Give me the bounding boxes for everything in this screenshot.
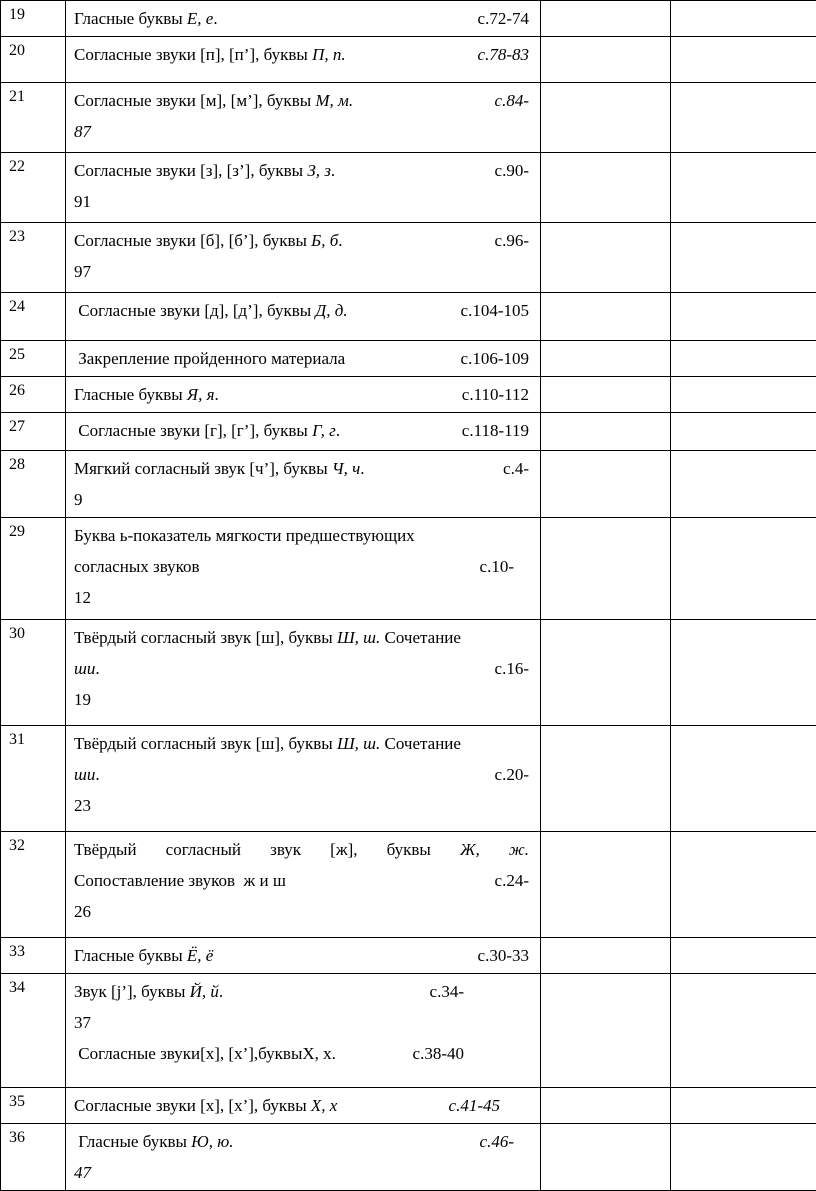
text: Согласные звуки [д], [д’], буквы (74, 301, 315, 320)
text: . (331, 161, 335, 180)
table-row (1, 451, 816, 518)
italic-text: М, м. (315, 91, 353, 110)
italic-text: Д, д. (315, 301, 347, 320)
topic-line (74, 1038, 464, 1069)
text: 26 (74, 902, 91, 921)
text: Согласные звуки [х], [х’], буквы (74, 1096, 311, 1115)
topic-line (74, 225, 529, 256)
date-cell (541, 341, 671, 377)
text: с.16- (495, 659, 529, 678)
topic-line (74, 865, 529, 896)
topic-line (74, 551, 514, 582)
text: звук (270, 840, 301, 859)
lesson-number: 22 (1, 153, 66, 223)
notes-cell (671, 413, 816, 451)
lesson-topic (66, 518, 541, 620)
text: с.110-112 (462, 385, 529, 404)
notes-cell (671, 451, 816, 518)
text: с.20- (495, 765, 529, 784)
italic-text: Е, е (187, 9, 213, 28)
text: . (214, 385, 218, 404)
date-cell (541, 153, 671, 223)
text: Звук [j’], буквы (74, 982, 190, 1001)
notes-cell (671, 341, 816, 377)
italic-text: З, з (307, 161, 331, 180)
lesson-topic (66, 377, 541, 413)
date-cell (541, 518, 671, 620)
text: Сопоставление звуков ж и ш (74, 871, 286, 890)
lesson-number: 19 (1, 1, 66, 37)
date-cell (541, 832, 671, 938)
notes-cell (671, 974, 816, 1088)
topic-line (74, 790, 529, 821)
topic-line (74, 520, 514, 551)
text: с.34- (430, 982, 464, 1001)
text: с.72-74 (478, 9, 529, 28)
italic-text: Ю, ю. (191, 1132, 233, 1151)
text: с.38-40 (413, 1044, 464, 1063)
text: с.24- (495, 871, 529, 890)
italic-text: П, п. (312, 45, 346, 64)
lesson-number: 23 (1, 223, 66, 293)
italic-text: 87 (74, 122, 91, 141)
text: Гласные буквы (74, 9, 187, 28)
topic-line (74, 155, 529, 186)
topic-line (74, 116, 529, 147)
lesson-number: 36 (1, 1124, 66, 1191)
italic-text: с.41-45 (449, 1096, 500, 1115)
topic-line (74, 940, 529, 971)
topic-line (74, 1157, 514, 1188)
lesson-topic (66, 341, 541, 377)
date-cell (541, 974, 671, 1088)
text: 23 (74, 796, 91, 815)
lesson-number: 32 (1, 832, 66, 938)
text: Сочетание (380, 734, 461, 753)
notes-cell (671, 726, 816, 832)
lesson-topic (66, 37, 541, 83)
italic-text: Ш, ш. (337, 628, 380, 647)
table-row (1, 938, 816, 974)
topic-line (74, 85, 529, 116)
table-row (1, 223, 816, 293)
table-row (1, 413, 816, 451)
date-cell (541, 938, 671, 974)
text: согласных звуков (74, 557, 200, 576)
date-cell (541, 377, 671, 413)
topic-line (74, 759, 529, 790)
date-cell (541, 620, 671, 726)
text: Мягкий согласный звук [ч’], буквы (74, 459, 332, 478)
notes-cell (671, 223, 816, 293)
table-row (1, 1124, 816, 1191)
text: Твёрдый согласный звук [ш], буквы (74, 734, 337, 753)
lesson-topic (66, 451, 541, 518)
topic-line (74, 896, 529, 927)
text: 91 (74, 192, 91, 211)
table-body (1, 1, 816, 1191)
text: с.118-119 (462, 421, 529, 440)
italic-text: 47 (74, 1163, 91, 1182)
text: . (95, 765, 99, 784)
notes-cell (671, 938, 816, 974)
italic-text: ши (74, 659, 95, 678)
text: Твёрдый (74, 840, 137, 859)
date-cell (541, 1088, 671, 1124)
text: 9 (74, 490, 83, 509)
topic-line (74, 684, 529, 715)
table-row (1, 620, 816, 726)
table-row (1, 341, 816, 377)
notes-cell (671, 1088, 816, 1124)
text: . (213, 9, 217, 28)
table-row (1, 377, 816, 413)
text: с.90- (495, 161, 529, 180)
topic-line (74, 728, 529, 759)
lesson-topic (66, 938, 541, 974)
topic-line (74, 834, 529, 865)
text: с.10- (480, 557, 514, 576)
topic-line (74, 256, 529, 287)
date-cell (541, 83, 671, 153)
date-cell (541, 726, 671, 832)
italic-text: Ж, (460, 840, 480, 859)
text: 12 (74, 588, 91, 607)
topic-line (74, 484, 529, 515)
text: . (219, 982, 223, 1001)
text: с.4- (503, 459, 529, 478)
lesson-number: 35 (1, 1088, 66, 1124)
topic-line (74, 1007, 464, 1038)
date-cell (541, 451, 671, 518)
lesson-topic (66, 1, 541, 37)
notes-cell (671, 83, 816, 153)
lesson-topic (66, 223, 541, 293)
italic-text: Я, я (187, 385, 215, 404)
table-row (1, 153, 816, 223)
date-cell (541, 1, 671, 37)
date-cell (541, 37, 671, 83)
lesson-number: 28 (1, 451, 66, 518)
topic-line (74, 976, 464, 1007)
text: 37 (74, 1013, 91, 1032)
topic-line (74, 39, 529, 70)
lesson-number: 30 (1, 620, 66, 726)
italic-text: Ч, ч (332, 459, 360, 478)
table-row (1, 726, 816, 832)
notes-cell (671, 832, 816, 938)
text: с.106-109 (461, 349, 529, 368)
topic-line (74, 295, 529, 326)
topic-line (74, 1126, 514, 1157)
italic-text: Б, б (311, 231, 338, 250)
text: Закрепление пройденного материала (74, 349, 345, 368)
italic-text: Ш, ш. (337, 734, 380, 753)
text: . (338, 231, 342, 250)
lesson-topic (66, 413, 541, 451)
lesson-number: 29 (1, 518, 66, 620)
topic-line (74, 1090, 500, 1121)
table-row (1, 832, 816, 938)
italic-text: с.84- (495, 91, 529, 110)
text: с.96- (495, 231, 529, 250)
lesson-topic (66, 832, 541, 938)
text: Согласные звуки [з], [з’], буквы (74, 161, 307, 180)
italic-text: с.78-83 (478, 45, 529, 64)
text: Сочетание (380, 628, 461, 647)
text: Согласные звуки [п], [п’], буквы (74, 45, 312, 64)
lesson-number: 21 (1, 83, 66, 153)
text: Гласные буквы (74, 1132, 191, 1151)
table-row (1, 1088, 816, 1124)
lesson-topic (66, 293, 541, 341)
topic-line (74, 582, 514, 613)
italic-text: Х, х (311, 1096, 337, 1115)
text: с.104-105 (461, 301, 529, 320)
italic-text: с.46- (480, 1132, 514, 1151)
text: . (336, 421, 340, 440)
lesson-topic (66, 726, 541, 832)
lesson-number: 24 (1, 293, 66, 341)
table-row (1, 518, 816, 620)
lesson-topic (66, 1124, 541, 1191)
table-row (1, 293, 816, 341)
lesson-number: 20 (1, 37, 66, 83)
date-cell (541, 1124, 671, 1191)
text: Согласные звуки [г], [г’], буквы (74, 421, 312, 440)
topic-line (74, 653, 529, 684)
topic-line (74, 415, 529, 446)
italic-text: ши (74, 765, 95, 784)
notes-cell (671, 377, 816, 413)
text: . (360, 459, 364, 478)
table-row (1, 1, 816, 37)
notes-cell (671, 293, 816, 341)
notes-cell (671, 1124, 816, 1191)
notes-cell (671, 1, 816, 37)
text: 97 (74, 262, 91, 281)
table-row (1, 974, 816, 1088)
lesson-number: 33 (1, 938, 66, 974)
topic-line (74, 379, 529, 410)
text: с.30-33 (478, 946, 529, 965)
text: Гласные буквы (74, 946, 187, 965)
text: 19 (74, 690, 91, 709)
text: Согласные звуки [м], [м’], буквы (74, 91, 315, 110)
topic-line (74, 186, 529, 217)
lesson-number: 27 (1, 413, 66, 451)
lesson-number: 26 (1, 377, 66, 413)
text: Буква ь-показатель мягкости предшествующих (74, 526, 415, 545)
text: согласный (166, 840, 241, 859)
italic-text: Г, г (312, 421, 336, 440)
lesson-topic (66, 153, 541, 223)
date-cell (541, 223, 671, 293)
notes-cell (671, 620, 816, 726)
table-row (1, 83, 816, 153)
text: Твёрдый согласный звук [ш], буквы (74, 628, 337, 647)
text: Гласные буквы (74, 385, 187, 404)
italic-text: Й, й (190, 982, 219, 1001)
lesson-topic (66, 1088, 541, 1124)
table-row (1, 37, 816, 83)
date-cell (541, 293, 671, 341)
lesson-number: 25 (1, 341, 66, 377)
lesson-number: 31 (1, 726, 66, 832)
topic-line (74, 453, 529, 484)
lesson-topic (66, 974, 541, 1088)
text: Согласные звуки [б], [б’], буквы (74, 231, 311, 250)
text: буквы (387, 840, 431, 859)
text: . (95, 659, 99, 678)
lesson-number: 34 (1, 974, 66, 1088)
notes-cell (671, 153, 816, 223)
notes-cell (671, 518, 816, 620)
text: [ж], (330, 840, 357, 859)
text: Согласные звуки[х], [х’],буквыХ, х. (74, 1044, 336, 1063)
topic-line (74, 343, 529, 374)
topic-line (74, 3, 529, 34)
italic-text: ж. (509, 840, 529, 859)
italic-text: Ё, ё (187, 946, 213, 965)
lesson-topic (66, 83, 541, 153)
notes-cell (671, 37, 816, 83)
topic-line (74, 622, 529, 653)
lesson-topic (66, 620, 541, 726)
date-cell (541, 413, 671, 451)
